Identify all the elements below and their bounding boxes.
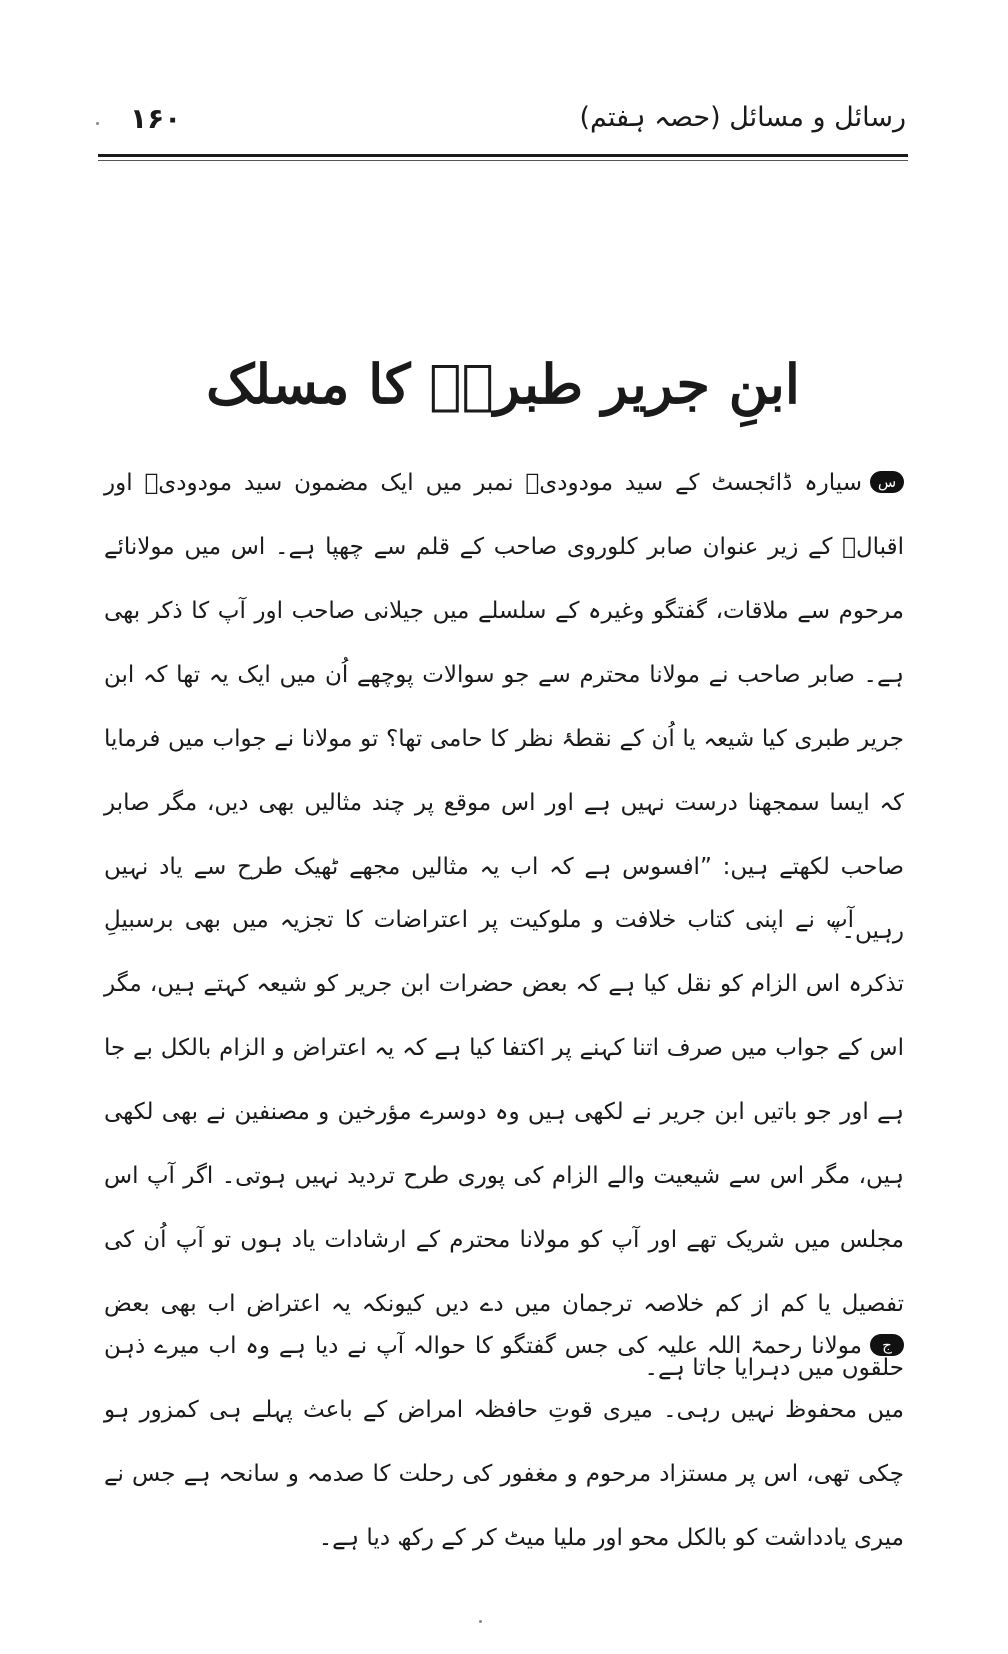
question-marker-badge: س xyxy=(870,471,904,493)
question-paragraph-2: آپ نے اپنی کتاب خلافت و ملوکیت پر اعتراضات کا تجزیہ میں بھی برسبیلِ تذکرہ اس الزام کو نقل کیا ہے کہ بعض حضرات ابن جریر کو شیعہ کہتے ہیں، مگر اس کے جواب میں صرف اتنا کہنے پر اکتفا کیا ہے کہ یہ اعتراض و الزام بالکل بے جا ہے اور جو باتیں ابن جریر نے لکھی ہیں وہ دوسرے مؤرخین و مصنفین نے بھی لکھی ہیں، مگر اس سے شیعیت والے الزام کی پوری طرح تردید نہیں ہوتی۔ اگر آپ اس مجلس میں شریک تھے اور آپ کو مولانا محترم کے ارشادات یاد ہوں تو آپ اُن کی تفصیل یا کم از کم خلاصہ ترجمان میں دے دیں کیونکہ یہ اعتراض اب بھی بعض حلقوں میں دہرایا جاتا ہے۔ xyxy=(104,907,904,1381)
article-title: ابنِ جریر طبریؒ کا مسلک xyxy=(206,352,800,416)
running-header-title: رسائل و مسائل (حصہ ہفتم) xyxy=(579,102,906,133)
page-number: ۱۶۰ xyxy=(130,102,182,135)
answer-text: مولانا رحمۃ اللہ علیہ کی جس گفتگو کا حوالہ آپ نے دیا ہے وہ اب میرے ذہن میں محفوظ نہیں رہی۔ میری قوتِ حافظہ امراض کے باعث پہلے ہی کمزور ہو چکی تھی، اس پر مستزاد مرحوم و مغفور کی رحلت کا صدمہ و سانحہ ہے جس نے میری یادداشت کو بالکل محو اور ملیا میٹ کر کے رکھ دیا ہے۔ xyxy=(104,1333,904,1551)
answer-marker-badge: ج xyxy=(870,1334,904,1356)
question-text: سیارہ ڈائجسٹ کے سید مودودیؒ نمبر میں ایک مضمون سید مودودیؒ اور اقبالؒ کے زیر عنوان صابر کلوروی صاحب کے قلم سے چھپا ہے۔ اس میں مولانائے مرحوم سے ملاقات، گفتگو وغیرہ کے سلسلے میں جیلانی صاحب اور آپ کا ذکر بھی ہے۔ صابر صاحب نے مولانا محترم سے جو سوالات پوچھے اُن میں ایک یہ تھا کہ ابن جریر طبری کیا شیعہ یا اُن کے نقطۂ نظر کا حامی تھا؟ تو مولانا نے جواب میں فرمایا کہ ایسا سمجھنا درست نہیں ہے اور اس موقع پر چند مثالیں بھی دیں، مگر صابر صاحب لکھتے ہیں: ”افسوس ہے کہ اب یہ مثالیں مجھے ٹھیک طرح سے یاد نہیں رہیں۔“ xyxy=(104,470,904,944)
scan-speck xyxy=(479,1620,482,1623)
question-block xyxy=(104,451,904,963)
header-rule-thin xyxy=(98,160,908,161)
header-rule xyxy=(98,154,908,157)
answer-block xyxy=(104,1314,904,1570)
scan-speck xyxy=(96,122,99,125)
running-header xyxy=(98,98,906,148)
